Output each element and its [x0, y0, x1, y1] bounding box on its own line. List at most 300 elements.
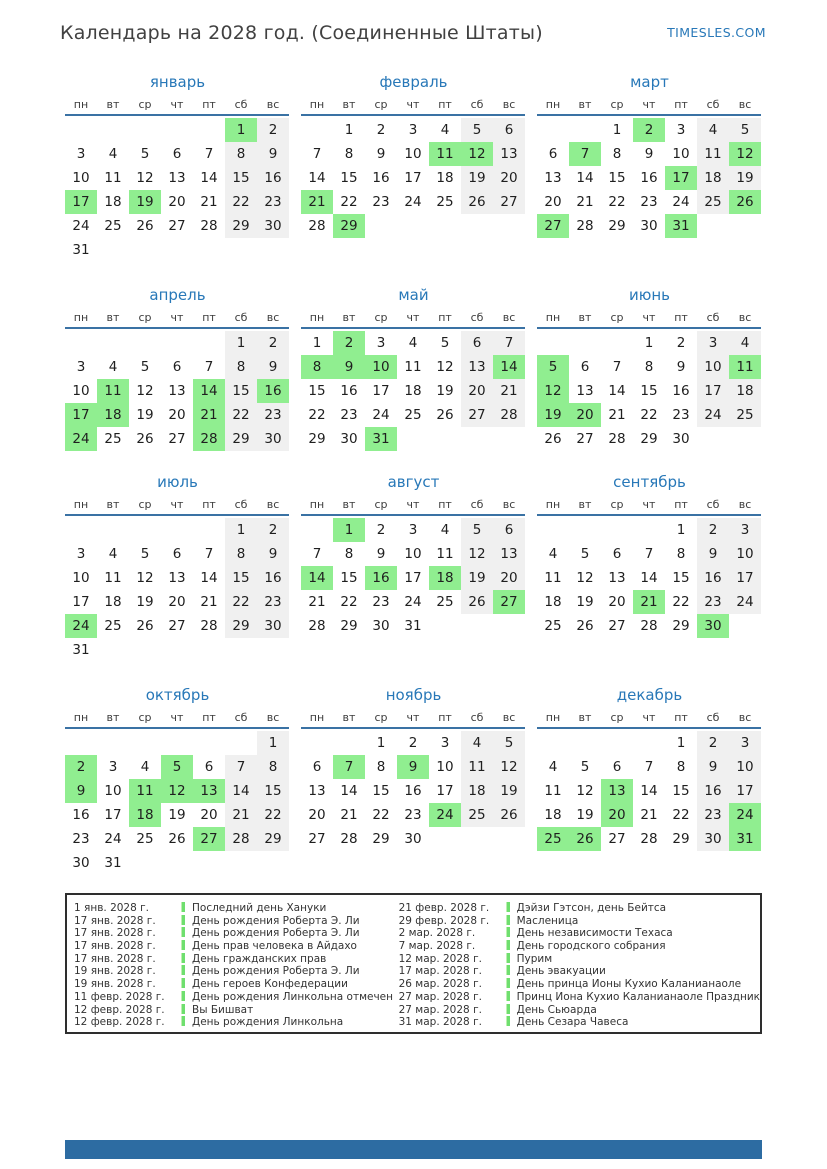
month-days-grid: [65, 731, 289, 875]
day-cell: 8: [301, 355, 333, 379]
legend-holiday-name: День городского собрания: [516, 940, 666, 953]
day-cell: 15: [225, 379, 257, 403]
empty-cell: [129, 331, 161, 355]
day-cell: 19: [136, 594, 154, 610]
weekday-label: чт: [406, 498, 420, 511]
month-days-grid: [537, 518, 761, 638]
weekday-label: ср: [374, 98, 388, 111]
day-cell: 9: [257, 355, 289, 379]
holiday-marker-icon: [506, 991, 510, 1001]
day-cell: 7: [569, 142, 601, 166]
day-cell: 19: [493, 779, 525, 803]
weekday-header-row: [301, 494, 525, 516]
weekday-label: вт: [342, 98, 356, 111]
day-cell: 8: [257, 755, 289, 779]
day-cell: 13: [544, 170, 562, 186]
day-cell: 1: [344, 122, 354, 138]
weekday-label: сб: [234, 498, 248, 511]
day-cell: 26: [136, 218, 154, 234]
day-cell: 27: [608, 831, 626, 847]
day-cell: 4: [548, 546, 558, 562]
day-cell: 23: [257, 190, 289, 214]
month-block: [301, 73, 526, 286]
day-cell: 12: [576, 783, 594, 799]
day-cell: 16: [257, 166, 289, 190]
day-cell: 10: [72, 383, 90, 399]
day-cell: 2: [633, 118, 665, 142]
day-cell: 17: [436, 783, 454, 799]
day-cell: 25: [537, 827, 569, 851]
day-cell: 11: [697, 142, 729, 166]
day-cell: 19: [168, 807, 186, 823]
legend-holiday-name: Дэйзи Гэтсон, день Бейтса: [516, 902, 667, 914]
day-cell: 1: [312, 335, 322, 351]
day-cell: 6: [312, 759, 322, 775]
weekday-header-row: [537, 307, 761, 329]
day-cell: 7: [493, 331, 525, 355]
day-cell: 6: [612, 546, 622, 562]
day-cell: 8: [344, 546, 354, 562]
day-cell: 1: [257, 731, 289, 755]
weekday-label: вт: [106, 98, 120, 111]
day-cell: 14: [640, 570, 658, 586]
day-cell: 10: [436, 759, 454, 775]
day-cell: 3: [76, 146, 86, 162]
day-cell: 29: [672, 618, 690, 634]
month-block: [537, 286, 762, 473]
day-cell: 13: [168, 383, 186, 399]
day-cell: 2: [257, 518, 289, 542]
day-cell: 14: [200, 570, 218, 586]
weekday-label: сб: [470, 98, 484, 111]
day-cell: 13: [168, 570, 186, 586]
weekday-label: сб: [706, 311, 720, 324]
legend-row: [74, 940, 399, 953]
legend-row: [74, 1004, 399, 1017]
day-cell: 27: [168, 218, 186, 234]
day-cell: 24: [729, 803, 761, 827]
day-cell: 23: [72, 831, 90, 847]
day-cell: 24: [65, 614, 97, 638]
day-cell: 2: [376, 122, 386, 138]
weekday-label: пн: [545, 98, 561, 111]
day-cell: 19: [461, 166, 493, 190]
day-cell: 2: [697, 518, 729, 542]
day-cell: 28: [200, 618, 218, 634]
legend-date: 12 февр. 2028 г.: [74, 1016, 165, 1029]
day-cell: 8: [612, 146, 622, 162]
day-cell: 19: [537, 403, 569, 427]
day-cell: 29: [225, 214, 257, 238]
day-cell: 15: [672, 570, 690, 586]
legend-holiday-name: День рождения Роберта Э. Ли: [192, 965, 360, 978]
day-cell: 12: [461, 142, 493, 166]
day-cell: 28: [225, 827, 257, 851]
day-cell: 13: [601, 779, 633, 803]
weekday-label: ср: [374, 498, 388, 511]
day-cell: 10: [729, 755, 761, 779]
legend-holiday-name: День гражданских прав: [192, 952, 327, 965]
day-cell: 9: [257, 542, 289, 566]
holiday-marker-icon: [181, 940, 185, 950]
site-link[interactable]: TIMESLES.COM: [667, 25, 766, 40]
holiday-marker-icon: [181, 991, 185, 1001]
weekday-label: пт: [438, 498, 452, 511]
day-cell: 20: [168, 594, 186, 610]
weekday-label: сб: [234, 711, 248, 724]
day-cell: 21: [225, 803, 257, 827]
empty-cell: [633, 518, 665, 542]
weekday-label: вс: [738, 711, 752, 724]
day-cell: 15: [257, 779, 289, 803]
weekday-label: пн: [73, 98, 89, 111]
empty-cell: [569, 118, 601, 142]
weekday-label: ср: [138, 498, 152, 511]
weekday-label: чт: [170, 711, 184, 724]
day-cell: 31: [104, 855, 122, 871]
weekday-label: чт: [170, 498, 184, 511]
empty-cell: [301, 518, 333, 542]
empty-cell: [633, 731, 665, 755]
day-cell: 12: [461, 542, 493, 566]
day-cell: 11: [436, 546, 454, 562]
day-cell: 5: [140, 546, 150, 562]
day-cell: 25: [104, 218, 122, 234]
empty-cell: [193, 731, 225, 755]
day-cell: 22: [608, 194, 626, 210]
month-days-grid: [301, 731, 525, 851]
legend-row: [399, 1016, 760, 1029]
day-cell: 11: [97, 379, 129, 403]
weekday-header-row: [537, 707, 761, 729]
month-block: [301, 286, 526, 473]
day-cell: 5: [461, 118, 493, 142]
legend-holiday-name: День эвакуации: [516, 965, 606, 978]
day-cell: 7: [225, 755, 257, 779]
month-title: ноябрь: [385, 686, 442, 704]
weekday-label: пт: [438, 311, 452, 324]
day-cell: 9: [644, 146, 654, 162]
day-cell: 24: [429, 803, 461, 827]
weekday-label: вс: [502, 98, 516, 111]
day-cell: 10: [697, 355, 729, 379]
day-cell: 7: [312, 546, 322, 562]
day-cell: 14: [640, 783, 658, 799]
day-cell: 19: [729, 166, 761, 190]
day-cell: 1: [612, 122, 622, 138]
page-header: [60, 22, 766, 44]
day-cell: 11: [729, 355, 761, 379]
day-cell: 22: [340, 194, 358, 210]
day-cell: 3: [440, 735, 450, 751]
empty-cell: [333, 731, 365, 755]
legend-holiday-name: День Сезара Чавеса: [516, 1016, 629, 1029]
holiday-marker-icon: [181, 978, 185, 988]
legend-holiday-name: Последний день Хануки: [192, 902, 327, 914]
legend-row: [74, 902, 399, 915]
day-cell: 21: [200, 194, 218, 210]
day-cell: 29: [225, 427, 257, 451]
day-cell: 10: [672, 146, 690, 162]
weekday-label: чт: [642, 498, 656, 511]
legend-holiday-name: День рождения Линкольна: [192, 1016, 344, 1029]
day-cell: 20: [544, 194, 562, 210]
day-cell: 9: [697, 542, 729, 566]
holiday-marker-icon: [181, 927, 185, 937]
empty-cell: [129, 731, 161, 755]
day-cell: 25: [404, 407, 422, 423]
day-cell: 28: [608, 431, 626, 447]
day-cell: 23: [640, 194, 658, 210]
day-cell: 13: [493, 142, 525, 166]
weekday-label: пн: [545, 711, 561, 724]
day-cell: 27: [461, 403, 493, 427]
weekday-label: чт: [642, 311, 656, 324]
months-grid: [65, 73, 762, 873]
day-cell: 21: [640, 807, 658, 823]
day-cell: 19: [576, 594, 594, 610]
month-days-grid: [301, 518, 525, 638]
day-cell: 3: [408, 122, 418, 138]
weekday-header-row: [301, 307, 525, 329]
day-cell: 26: [436, 407, 454, 423]
day-cell: 6: [172, 359, 182, 375]
weekday-label: вт: [578, 498, 592, 511]
month-block: [537, 73, 762, 286]
legend-holiday-name: День рождения Роберта Э. Ли: [192, 914, 360, 927]
legend-row: [74, 953, 399, 966]
weekday-label: сб: [470, 711, 484, 724]
day-cell: 10: [72, 170, 90, 186]
weekday-label: чт: [642, 98, 656, 111]
weekday-label: сб: [470, 498, 484, 511]
day-cell: 11: [129, 779, 161, 803]
weekday-label: чт: [170, 98, 184, 111]
day-cell: 9: [376, 546, 386, 562]
day-cell: 31: [72, 642, 90, 658]
day-cell: 26: [569, 827, 601, 851]
holiday-marker-icon: [506, 978, 510, 988]
day-cell: 15: [340, 570, 358, 586]
empty-cell: [537, 331, 569, 355]
day-cell: 6: [580, 359, 590, 375]
weekday-label: вс: [266, 311, 280, 324]
day-cell: 28: [308, 618, 326, 634]
day-cell: 17: [729, 566, 761, 590]
legend-date: 11 февр. 2028 г.: [74, 990, 165, 1003]
day-cell: 19: [576, 807, 594, 823]
day-cell: 1: [225, 331, 257, 355]
day-cell: 24: [372, 407, 390, 423]
day-cell: 25: [104, 431, 122, 447]
day-cell: 2: [676, 335, 686, 351]
day-cell: 27: [608, 618, 626, 634]
holiday-marker-icon: [181, 1016, 185, 1026]
day-cell: 25: [729, 403, 761, 427]
day-cell: 7: [612, 359, 622, 375]
legend-date: 21 февр. 2028 г.: [398, 902, 490, 914]
day-cell: 7: [204, 546, 214, 562]
day-cell: 27: [168, 618, 186, 634]
weekday-label: ср: [610, 498, 624, 511]
day-cell: 23: [372, 594, 390, 610]
footer-bar: [65, 1140, 762, 1159]
day-cell: 8: [344, 146, 354, 162]
day-cell: 15: [640, 383, 658, 399]
weekday-header-row: [65, 94, 289, 116]
day-cell: 6: [172, 146, 182, 162]
month-block: [65, 473, 290, 686]
weekday-label: вс: [738, 498, 752, 511]
day-cell: 6: [493, 118, 525, 142]
day-cell: 1: [676, 735, 686, 751]
month-title: апрель: [149, 286, 206, 304]
day-cell: 17: [104, 807, 122, 823]
day-cell: 21: [340, 807, 358, 823]
day-cell: 21: [308, 594, 326, 610]
legend-date: 7 мар. 2028 г.: [398, 940, 476, 953]
empty-cell: [97, 731, 129, 755]
day-cell: 29: [333, 214, 365, 238]
empty-cell: [129, 518, 161, 542]
day-cell: 16: [340, 383, 358, 399]
month-days-grid: [537, 118, 761, 238]
day-cell: 11: [104, 170, 122, 186]
legend-row: [74, 978, 399, 991]
empty-cell: [601, 331, 633, 355]
weekday-label: пт: [202, 498, 216, 511]
day-cell: 10: [729, 542, 761, 566]
day-cell: 8: [676, 759, 686, 775]
day-cell: 14: [340, 783, 358, 799]
day-cell: 4: [108, 546, 118, 562]
weekday-label: вт: [106, 498, 120, 511]
day-cell: 2: [376, 522, 386, 538]
day-cell: 11: [104, 570, 122, 586]
day-cell: 16: [72, 807, 90, 823]
day-cell: 22: [225, 190, 257, 214]
day-cell: 3: [108, 759, 118, 775]
day-cell: 9: [397, 755, 429, 779]
weekday-label: пн: [73, 498, 89, 511]
day-cell: 8: [225, 542, 257, 566]
month-title: июль: [157, 473, 198, 491]
day-cell: 26: [136, 431, 154, 447]
weekday-header-row: [65, 707, 289, 729]
day-cell: 17: [72, 594, 90, 610]
weekday-label: вт: [106, 311, 120, 324]
weekday-label: пт: [674, 98, 688, 111]
day-cell: 3: [408, 522, 418, 538]
month-title: январь: [149, 73, 206, 91]
weekday-label: вт: [342, 711, 356, 724]
day-cell: 4: [408, 335, 418, 351]
day-cell: 30: [72, 855, 90, 871]
day-cell: 4: [440, 522, 450, 538]
empty-cell: [193, 331, 225, 355]
day-cell: 25: [697, 190, 729, 214]
legend-column-left: [74, 902, 399, 1032]
day-cell: 3: [76, 546, 86, 562]
day-cell: 22: [257, 803, 289, 827]
weekday-label: вс: [266, 498, 280, 511]
day-cell: 10: [365, 355, 397, 379]
legend-row: [399, 978, 760, 991]
weekday-label: пт: [202, 711, 216, 724]
day-cell: 22: [225, 590, 257, 614]
day-cell: 23: [257, 590, 289, 614]
day-cell: 20: [493, 166, 525, 190]
day-cell: 26: [576, 618, 594, 634]
day-cell: 25: [436, 194, 454, 210]
day-cell: 28: [640, 618, 658, 634]
day-cell: 3: [729, 518, 761, 542]
day-cell: 13: [608, 570, 626, 586]
legend-date: 19 янв. 2028 г.: [74, 965, 156, 978]
legend-date: 27 мар. 2028 г.: [398, 1003, 482, 1016]
empty-cell: [225, 731, 257, 755]
day-cell: 28: [193, 427, 225, 451]
weekday-header-row: [537, 94, 761, 116]
weekday-label: пн: [73, 311, 89, 324]
day-cell: 21: [200, 594, 218, 610]
day-cell: 20: [168, 407, 186, 423]
weekday-label: пт: [202, 311, 216, 324]
weekday-label: пт: [674, 311, 688, 324]
day-cell: 17: [404, 170, 422, 186]
day-cell: 7: [333, 755, 365, 779]
day-cell: 29: [308, 431, 326, 447]
day-cell: 14: [193, 379, 225, 403]
day-cell: 5: [440, 335, 450, 351]
weekday-header-row: [65, 494, 289, 516]
day-cell: 21: [633, 590, 665, 614]
empty-cell: [193, 518, 225, 542]
day-cell: 8: [376, 759, 386, 775]
day-cell: 25: [461, 803, 493, 827]
day-cell: 18: [104, 194, 122, 210]
legend-row: [74, 991, 399, 1004]
empty-cell: [301, 731, 333, 755]
day-cell: 24: [729, 590, 761, 614]
day-cell: 4: [140, 759, 150, 775]
day-cell: 29: [640, 431, 658, 447]
day-cell: 3: [697, 331, 729, 355]
day-cell: 24: [404, 194, 422, 210]
weekday-label: чт: [642, 711, 656, 724]
day-cell: 27: [493, 590, 525, 614]
month-title: май: [398, 286, 429, 304]
day-cell: 27: [576, 431, 594, 447]
day-cell: 11: [544, 570, 562, 586]
weekday-label: вт: [578, 311, 592, 324]
day-cell: 16: [672, 383, 690, 399]
day-cell: 24: [697, 403, 729, 427]
day-cell: 15: [225, 166, 257, 190]
day-cell: 30: [340, 431, 358, 447]
day-cell: 1: [376, 735, 386, 751]
weekday-header-row: [537, 494, 761, 516]
weekday-label: вт: [106, 711, 120, 724]
legend-row: [399, 927, 760, 940]
legend-date: 29 февр. 2028 г.: [398, 914, 490, 927]
day-cell: 5: [580, 759, 590, 775]
empty-cell: [129, 118, 161, 142]
day-cell: 9: [257, 142, 289, 166]
legend-holiday-name: День прав человека в Айдахо: [192, 940, 357, 953]
day-cell: 12: [136, 170, 154, 186]
day-cell: 22: [672, 594, 690, 610]
